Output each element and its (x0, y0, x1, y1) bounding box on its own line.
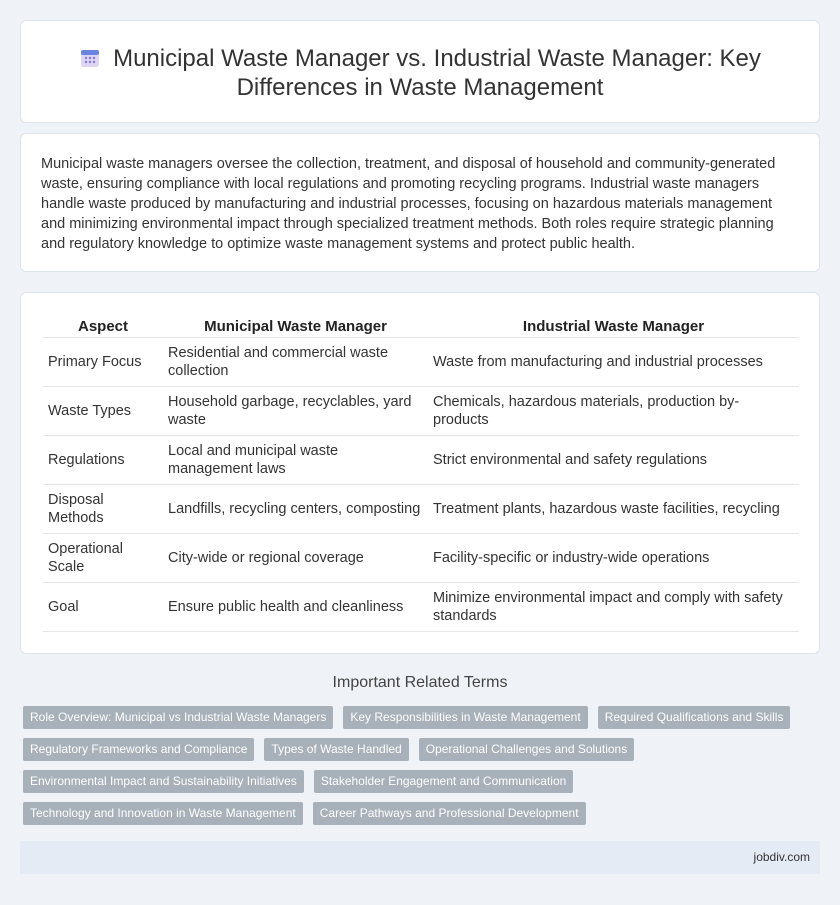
footer (20, 841, 820, 874)
table-row (43, 436, 799, 485)
tag-row (23, 770, 823, 793)
table-cell-aspect: Goal (43, 583, 163, 632)
comparison-table (43, 315, 799, 632)
table-cell-aspect: Operational Scale (43, 534, 163, 583)
intro-card (20, 133, 820, 272)
related-term-tag[interactable]: Career Pathways and Professional Development (313, 802, 586, 825)
table-row (43, 338, 799, 387)
table-cell-industrial: Chemicals, hazardous materials, production by-products (428, 387, 799, 436)
related-terms-title: Important Related Terms (332, 674, 508, 691)
related-term-tag[interactable]: Key Responsibilities in Waste Management (343, 706, 587, 729)
table-cell-aspect: Primary Focus (43, 338, 163, 387)
intro-paragraph: Municipal waste managers oversee the collection, treatment, and disposal of household and community-generated waste, ensuring compliance with local regulations and promoting recycling programs. Industrial waste managers handle waste produced by manufacturing and industrial processes, focusing on hazardous materials management and minimizing environmental impact through specialized treatment methods. Both roles require strategic planning and regulatory knowledge to optimize waste management systems and protect public health. (41, 156, 776, 252)
table-cell-industrial: Strict environmental and safety regulations (428, 436, 799, 485)
calendar-icon (79, 47, 101, 69)
column-header-municipal: Municipal Waste Manager (163, 315, 428, 338)
tag-row (23, 706, 823, 729)
table-cell-industrial: Treatment plants, hazardous waste facilities, recycling (428, 485, 799, 534)
related-term-tag[interactable]: Required Qualifications and Skills (598, 706, 791, 729)
table-cell-municipal: Landfills, recycling centers, composting (163, 485, 428, 534)
table-row (43, 387, 799, 436)
column-header-industrial: Industrial Waste Manager (428, 315, 799, 338)
table-row (43, 485, 799, 534)
related-term-tag[interactable]: Stakeholder Engagement and Communication (314, 770, 573, 793)
page-title-row (21, 44, 819, 102)
comparison-card (20, 292, 820, 654)
table-header-row (43, 315, 799, 338)
table-cell-aspect: Disposal Methods (43, 485, 163, 534)
table-row (43, 534, 799, 583)
tag-row (23, 802, 823, 825)
related-term-tag[interactable]: Role Overview: Municipal vs Industrial Waste Managers (23, 706, 333, 729)
related-term-tag[interactable]: Environmental Impact and Sustainability Initiatives (23, 770, 304, 793)
related-term-tag[interactable]: Operational Challenges and Solutions (419, 738, 634, 761)
table-cell-municipal: Residential and commercial waste collection (163, 338, 428, 387)
tag-row (23, 738, 823, 761)
table-cell-municipal: City-wide or regional coverage (163, 534, 428, 583)
related-term-tag[interactable]: Technology and Innovation in Waste Management (23, 802, 303, 825)
related-term-tag[interactable]: Regulatory Frameworks and Compliance (23, 738, 254, 761)
table-cell-industrial: Minimize environmental impact and comply with safety standards (428, 583, 799, 632)
table-cell-municipal: Local and municipal waste management laws (163, 436, 428, 485)
table-cell-municipal: Household garbage, recyclables, yard waste (163, 387, 428, 436)
table-cell-industrial: Waste from manufacturing and industrial processes (428, 338, 799, 387)
table-cell-aspect: Regulations (43, 436, 163, 485)
column-header-aspect: Aspect (43, 315, 163, 338)
table-row (43, 583, 799, 632)
footer-site-link[interactable]: jobdiv.com (753, 850, 810, 864)
related-terms-list (23, 706, 823, 834)
table-cell-aspect: Waste Types (43, 387, 163, 436)
page-title: Municipal Waste Manager vs. Industrial Waste Manager: Key Differences in Waste Management (113, 45, 761, 101)
related-term-tag[interactable]: Types of Waste Handled (264, 738, 408, 761)
table-cell-municipal: Ensure public health and cleanliness (163, 583, 428, 632)
header-card (20, 20, 820, 123)
table-cell-industrial: Facility-specific or industry-wide operations (428, 534, 799, 583)
